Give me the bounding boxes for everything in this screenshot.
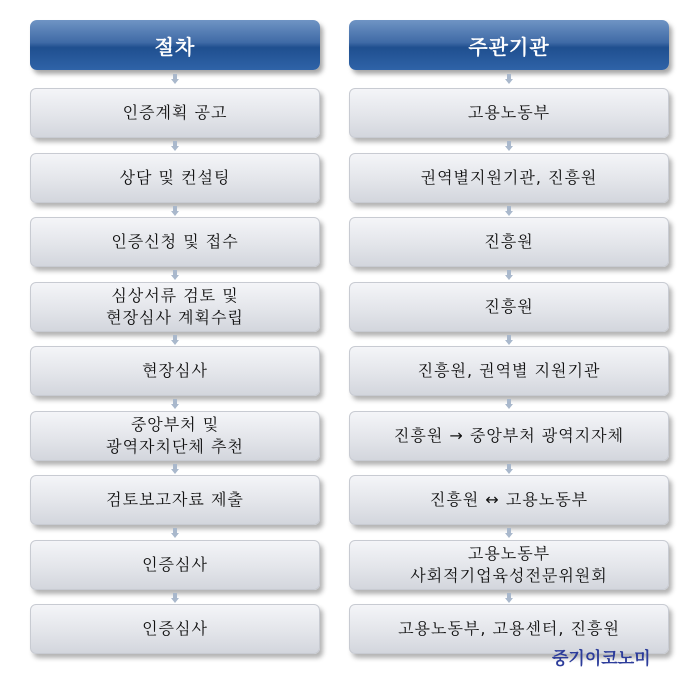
agency-arrow-down-icon bbox=[505, 270, 513, 280]
procedure-step-text: 광역자치단체 추천 bbox=[106, 436, 244, 456]
agency-header-label: 주관기관 bbox=[468, 34, 550, 59]
agency-step-box bbox=[349, 475, 669, 525]
procedure-arrow-down-icon bbox=[171, 206, 179, 216]
agency-step-box bbox=[349, 88, 669, 138]
procedure-step-box bbox=[30, 604, 320, 654]
agency-step-box bbox=[349, 346, 669, 396]
procedure-arrow-down-icon bbox=[171, 464, 179, 474]
procedure-step-text: 검토보고자료 제출 bbox=[106, 490, 244, 509]
procedure-arrow-down-icon bbox=[171, 141, 179, 151]
agency-step-text: 사회적기업육성전문위원회 bbox=[410, 565, 608, 585]
agency-arrow-down-icon bbox=[505, 335, 513, 345]
agency-arrow-down-icon bbox=[505, 593, 513, 603]
procedure-header-label: 절차 bbox=[154, 34, 196, 59]
procedure-arrow-down-icon bbox=[171, 593, 179, 603]
procedure-step-box bbox=[30, 540, 320, 590]
procedure-step-text: 현장심사 계획수립 bbox=[106, 307, 244, 327]
procedure-step-box bbox=[30, 411, 320, 461]
agency-arrow-down-icon bbox=[505, 141, 513, 151]
procedure-step-box bbox=[30, 153, 320, 203]
procedure-header bbox=[30, 20, 320, 70]
procedure-step-text: 인증계획 공고 bbox=[122, 103, 228, 122]
procedure-step-text: 인증심사 bbox=[142, 554, 208, 574]
agency-header bbox=[349, 20, 669, 70]
procedure-arrow-down-icon bbox=[171, 74, 179, 84]
procedure-step-text: 상담 및 컨설팅 bbox=[119, 167, 231, 187]
agency-step-text: 진흥원 → 중앙부처 광역지자체 bbox=[393, 425, 625, 445]
agency-step-box bbox=[349, 411, 669, 461]
procedure-step-text: 중앙부처 및 bbox=[130, 414, 220, 434]
procedure-step-text: 심상서류 검토 및 bbox=[111, 285, 239, 305]
procedure-arrow-down-icon bbox=[171, 528, 179, 538]
agency-arrow-down-icon bbox=[505, 528, 513, 538]
agency-step-box bbox=[349, 540, 669, 590]
agency-step-text: 고용노동부 bbox=[467, 543, 551, 563]
agency-step-box bbox=[349, 153, 669, 203]
procedure-step-box bbox=[30, 346, 320, 396]
agency-step-text: 고용노동부 bbox=[467, 103, 551, 122]
agency-step-text: 진흥원, 권역별 지원기관 bbox=[417, 361, 601, 380]
agency-step-text: 진흥원 bbox=[484, 232, 534, 251]
procedure-step-text: 인증신청 및 접수 bbox=[111, 232, 239, 251]
procedure-arrow-down-icon bbox=[171, 270, 179, 280]
agency-step-text: 권역별지원기관, 진흥원 bbox=[420, 167, 598, 187]
agency-arrow-down-icon bbox=[505, 464, 513, 474]
watermark-logo: 중기이코노미 bbox=[552, 649, 651, 669]
agency-step-box bbox=[349, 282, 669, 332]
agency-arrow-down-icon bbox=[505, 206, 513, 216]
agency-arrow-down-icon bbox=[505, 399, 513, 409]
agency-step-text: 고용노동부, 고용센터, 진흥원 bbox=[398, 619, 620, 638]
procedure-arrow-down-icon bbox=[171, 335, 179, 345]
procedure-step-box bbox=[30, 282, 320, 332]
procedure-step-text: 현장심사 bbox=[142, 361, 208, 380]
agency-arrow-down-icon bbox=[505, 74, 513, 84]
procedure-step-box bbox=[30, 88, 320, 138]
procedure-step-box bbox=[30, 475, 320, 525]
agency-step-box bbox=[349, 217, 669, 267]
agency-step-text: 진흥원 ↔ 고용노동부 bbox=[429, 490, 589, 509]
procedure-step-box bbox=[30, 217, 320, 267]
procedure-arrow-down-icon bbox=[171, 399, 179, 409]
agency-step-text: 진흥원 bbox=[484, 296, 534, 316]
procedure-step-text: 인증심사 bbox=[142, 619, 208, 638]
